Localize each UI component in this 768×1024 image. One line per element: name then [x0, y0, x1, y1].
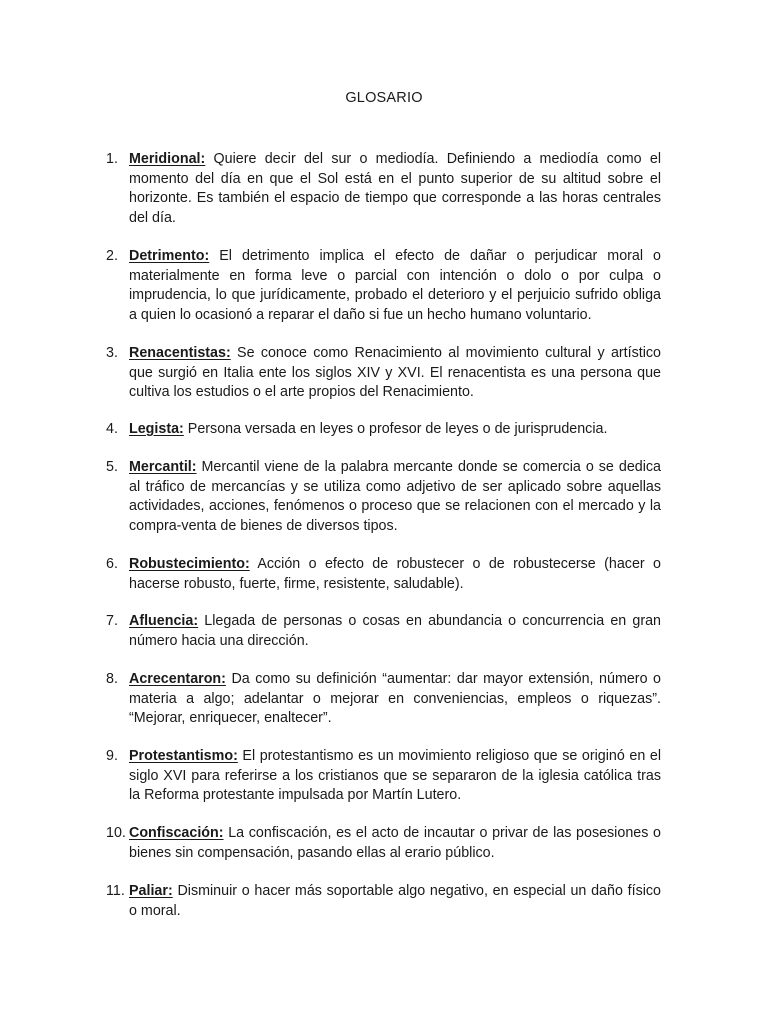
entry-number: 8. — [106, 671, 118, 687]
entry-term: Protestantismo: — [129, 748, 238, 764]
entry-term: Legista: — [129, 421, 184, 437]
glossary-entry-meridional — [106, 150, 661, 228]
entry-body — [129, 670, 661, 729]
entry-number: 1. — [106, 151, 118, 167]
entry-term: Mercantil: — [129, 459, 197, 475]
entry-definition: La confiscación, es el acto de incautar o privar de las posesiones o bienes sin compensación, pasando ellas al erario público. — [129, 825, 661, 861]
entry-term: Acrecentaron: — [129, 671, 226, 687]
entry-body — [129, 420, 661, 440]
entry-body — [129, 747, 661, 806]
entry-number: 10. — [106, 825, 126, 841]
entry-definition: Se conoce como Renacimiento al movimiento cultural y artístico que surgió en Italia ente los siglos XIV y XVI. El renacentista es una persona que cultiva los estudios o el arte propios del Renacimiento. — [129, 345, 661, 401]
glossary-entry-renacentistas — [106, 344, 661, 403]
entry-number: 2. — [106, 248, 118, 264]
entry-number: 4. — [106, 421, 118, 437]
entry-definition: Llegada de personas o cosas en abundancia o concurrencia en gran número hacia una dirección. — [129, 613, 661, 649]
glossary-entry-legista — [106, 420, 661, 440]
entry-term: Confiscación: — [129, 825, 224, 841]
entry-body — [129, 824, 661, 863]
glossary-entry-robustecimiento — [106, 555, 661, 594]
entry-definition: Persona versada en leyes o profesor de leyes o de jurisprudencia. — [183, 421, 608, 437]
page-title: GLOSARIO — [345, 90, 423, 106]
entry-term: Robustecimiento: — [129, 556, 250, 572]
entry-definition: El protestantismo es un movimiento religioso que se originó en el siglo XVI para referirse a los cristianos que se separaron de la iglesia católica tras la Reforma protestante impulsada por Martín Lutero. — [129, 748, 661, 804]
entry-number: 6. — [106, 556, 118, 572]
entry-body — [129, 344, 661, 403]
glossary-entry-mercantil — [106, 458, 661, 536]
entry-definition: Da como su definición “aumentar: dar mayor extensión, número o materia a algo; adelantar o mejorar en conveniencias, empleos o riquezas”. “Mejorar, enriquecer, enaltecer”. — [129, 671, 661, 727]
entry-definition: Acción o efecto de robustecer o de robustecerse (hacer o hacerse robusto, fuerte, firme, resistente, saludable). — [129, 556, 661, 592]
entry-number: 5. — [106, 459, 118, 475]
entry-definition: Mercantil viene de la palabra mercante donde se comercia o se dedica al tráfico de mercancías y se utiliza como adjetivo de ser aplicado sobre aquellas actividades, acciones, fenómenos o proceso que se relacionen con el mercado y la compra-venta de bienes de diversos tipos. — [129, 459, 661, 534]
entry-definition: Quiere decir del sur o mediodía. Definiendo a mediodía como el momento del día en que el Sol está en el punto superior de su altitud sobre el horizonte. Es también el espacio de tiempo que corresponde a las horas centrales del día. — [129, 151, 661, 226]
entry-number: 7. — [106, 613, 118, 629]
entry-number: 9. — [106, 748, 118, 764]
glossary-entry-protestantismo — [106, 747, 661, 806]
entry-definition: Disminuir o hacer más soportable algo negativo, en especial un daño físico o moral. — [129, 883, 661, 919]
entry-term: Renacentistas: — [129, 345, 231, 361]
entry-definition: El detrimento implica el efecto de dañar o perjudicar moral o materialmente en forma leve o parcial con intención o dolo o por culpa o imprudencia, lo que jurídicamente, probado el deterioro y el perjuicio sufrido obliga a quien lo ocasionó a reparar el daño si fue un hecho humano voluntario. — [129, 248, 661, 323]
entry-number: 3. — [106, 345, 118, 361]
entry-term: Detrimento: — [129, 248, 210, 264]
glossary-entry-detrimento — [106, 247, 661, 325]
glossary-entry-paliar — [106, 882, 661, 921]
entry-term: Meridional: — [129, 151, 206, 167]
entry-term: Paliar: — [129, 883, 173, 899]
entry-number: 11. — [106, 883, 125, 899]
entry-body — [129, 150, 661, 228]
glossary-entry-confiscacion — [106, 824, 661, 863]
entry-body — [129, 882, 661, 921]
entry-term: Afluencia: — [129, 613, 199, 629]
glossary-entry-acrecentaron — [106, 670, 661, 729]
entry-body — [129, 555, 661, 594]
glossary-entry-afluencia — [106, 612, 661, 651]
entry-body — [129, 612, 661, 651]
entry-body — [129, 247, 661, 325]
entry-body — [129, 458, 661, 536]
